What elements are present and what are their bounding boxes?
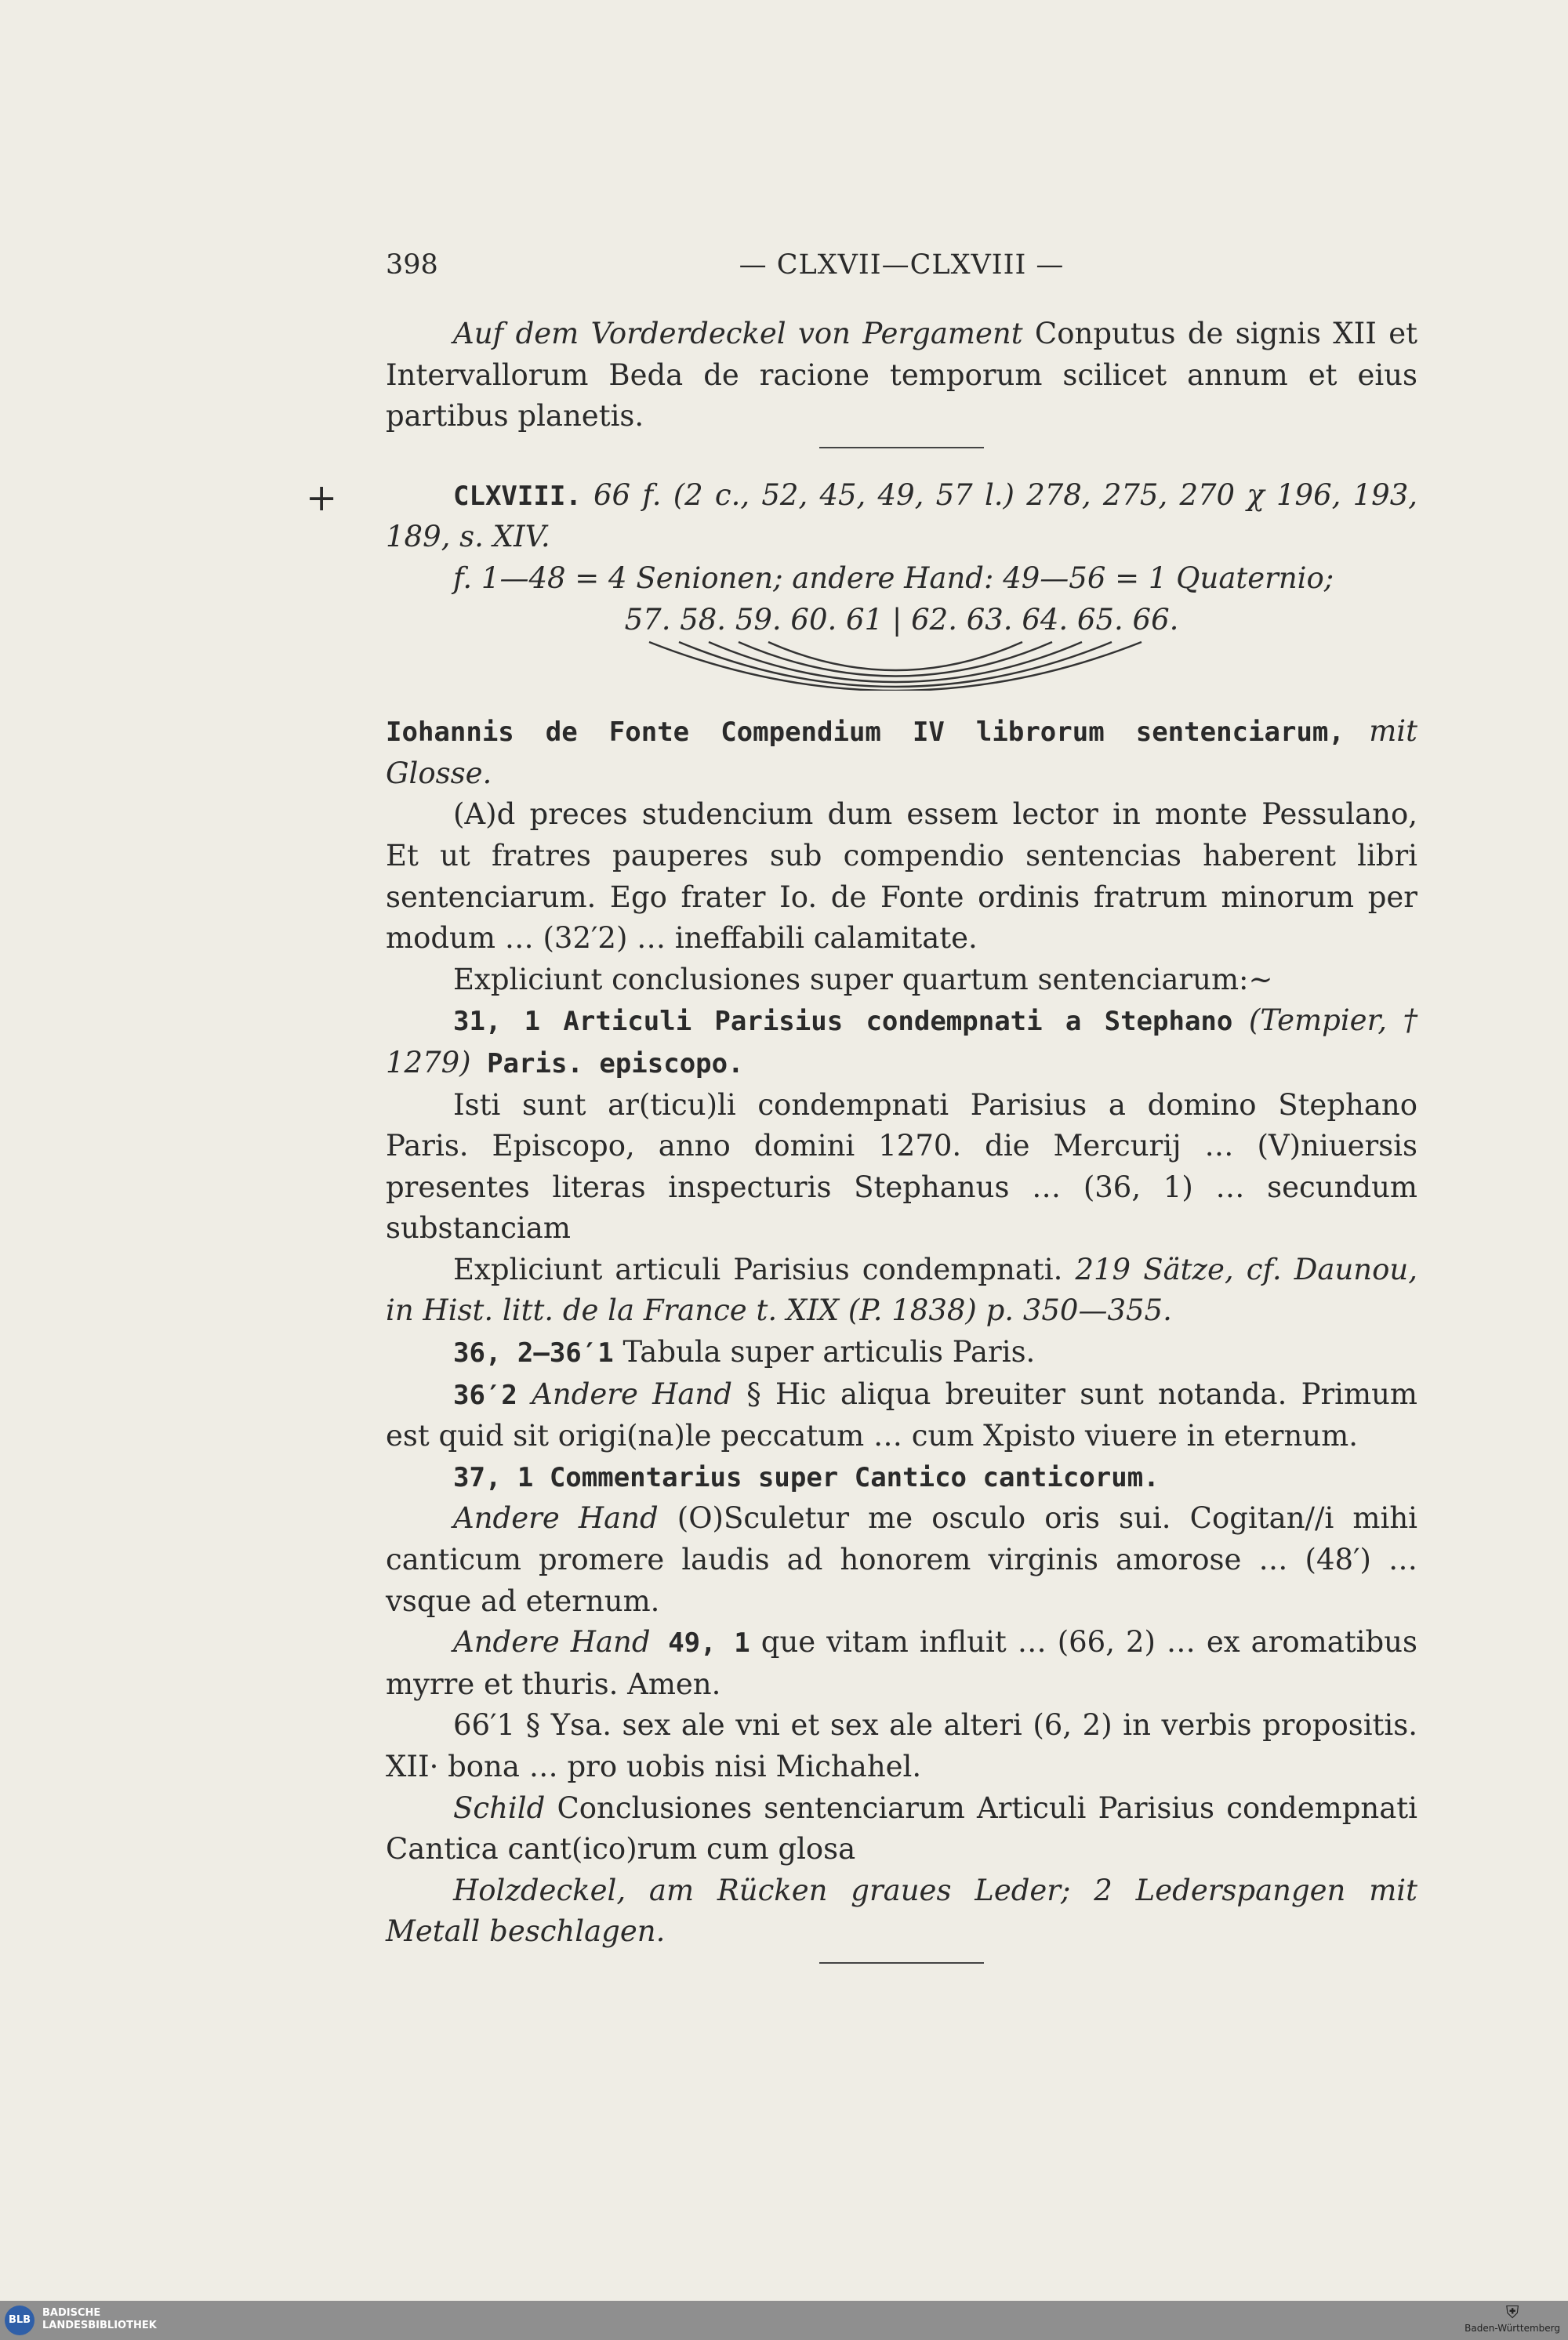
paragraph-canticum: Andere Hand (O)Sculetur me osculo oris sui. Cogitan//i mihi canticum promere laudis ad honorem virginis amorose … (48′) … vsque ad eternum. — [386, 1501, 1417, 1618]
body-text — [386, 314, 1417, 1990]
paragraph-cover-note: Auf dem Vorderdeckel von Pergament Conputus de signis XII et Intervallorum Beda de racione temporum scilicet annum et eius partibus planetis. — [386, 317, 1417, 434]
viewer-footer-bar — [0, 2301, 1568, 2340]
blb-logo-icon: BLB — [5, 2306, 34, 2335]
paragraph-explicit-1: Expliciunt conclusiones super quartum sentenciarum:~ — [453, 962, 1273, 996]
paragraph-articuli-text: Isti sunt ar(ticu)li condempnati Parisius a domino Stephano Paris. Episcopo, anno domini 1270. die Mercurij … (V)niuersis presentes literas inspecturis Stephanus … (36, 1) … secundum substanciam — [386, 1087, 1417, 1246]
page-number: 398 — [386, 249, 438, 281]
section-divider — [819, 447, 984, 448]
paragraph-explicit-2: Expliciunt articuli Parisius condempnati. 219 Sätze, cf. Daunou, in Hist. litt. de la France t. XIX (P. 1838) p. 350—355. — [386, 1252, 1418, 1328]
baden-wuerttemberg-logo: ⛨ Baden-Württemberg — [1465, 2303, 1560, 2334]
crest-icon: ⛨ — [1505, 2303, 1519, 2323]
paragraph-manuscript-heading: CLXVIII. 66 f. (2 c., 52, 45, 49, 57 l.) 278, 275, 270 χ 196, 193, 189, s. XIV. — [386, 477, 1417, 554]
margin-plus-marker: + — [306, 476, 338, 520]
paragraph-commentarius-heading: 37, 1 Commentarius super Cantico canticorum. — [453, 1461, 1160, 1493]
paragraph-work-title: Iohannis de Fonte Compendium IV librorum sentenciarum, mit Glosse. — [386, 714, 1417, 790]
paragraph-incipit: (A)d preces studencium dum essem lector in monte Pessulano, Et ut fratres pauperes sub compendio sentencias haberent libri sentenciarum. Ego frater Io. de Fonte ordinis fratrum minorum per modum … (32′2) … ineffabili calamitate. — [386, 797, 1417, 956]
paragraph-notanda: 36′2 Andere Hand § Hic aliqua breuiter sunt notanda. Primum est quid sit origi(na)le peccatum … cum Xpisto viuere in eternum. — [386, 1377, 1418, 1453]
running-title: — CLXVII—CLXVIII — — [739, 249, 1065, 281]
paragraph-ysa: 66′1 § Ysa. sex ale vni et sex ale alteri (6, 2) in verbis propositis. XII· bona … pro uobis nisi Michahel. — [386, 1708, 1417, 1783]
page-header — [386, 249, 1417, 290]
quire-arcs-diagram — [386, 636, 1417, 691]
paragraph-quire-structure: f. 1—48 = 4 Senionen; andere Hand: 49—56 = 1 Quaternio; — [453, 561, 1334, 595]
library-name: BADISCHE LANDESBIBLIOTHEK — [42, 2307, 157, 2331]
paragraph-articuli-heading: 31, 1 Articuli Parisius condempnati a Stephano (Tempier, † 1279) Paris. episcopo. — [386, 1003, 1418, 1079]
paragraph-que-vitam: Andere Hand 49, 1 que vitam influit … (66, 2) … ex aromatibus myrre et thuris. Amen. — [386, 1625, 1417, 1701]
paragraph-schild: Schild Conclusiones sentenciarum Articuli Parisius condempnati Cantica cant(ico)rum cum glosa — [386, 1790, 1417, 1867]
paragraph-binding: Holzdeckel, am Rücken graues Leder; 2 Lederspangen mit Metall beschlagen. — [386, 1873, 1417, 1949]
end-divider — [819, 1962, 984, 1964]
paragraph-tabula: 36, 2—36′1 Tabula super articulis Paris. — [453, 1335, 1036, 1370]
paragraph-quire-numbers: 57. 58. 59. 60. 61 | 62. 63. 64. 65. 66. — [624, 602, 1179, 637]
